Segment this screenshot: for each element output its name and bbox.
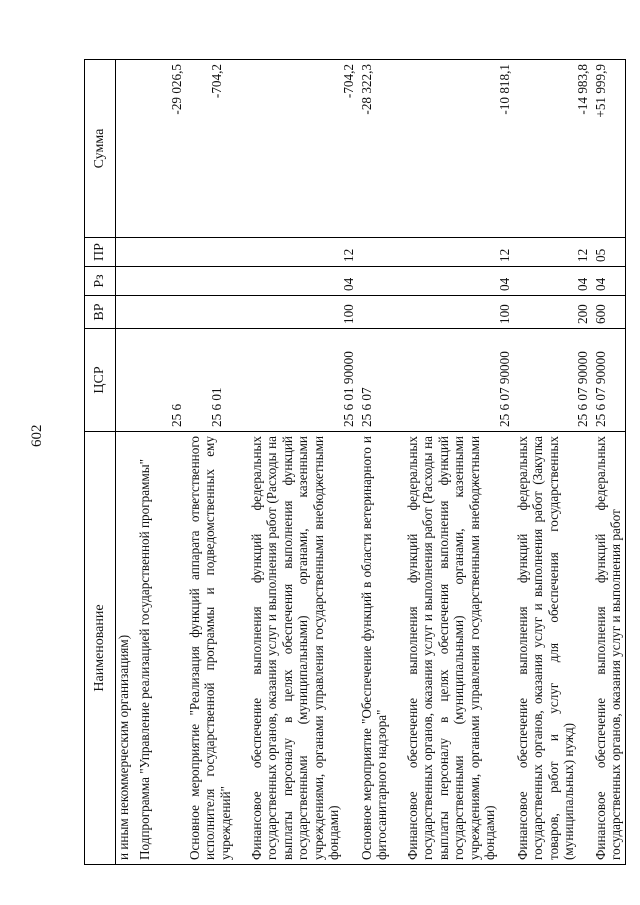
row-vr — [186, 296, 248, 329]
row-sum: -28 322,3 — [358, 60, 404, 238]
row-rz: 04 — [248, 267, 358, 296]
row-name: Подпрограмма "Управление реализацией государственной программы" — [136, 432, 186, 865]
row-csr: 25 6 07 — [358, 329, 404, 432]
row-sum: -29 026,5 — [136, 60, 186, 238]
table-row — [404, 60, 514, 865]
row-pr: 12 — [514, 238, 592, 267]
row-csr — [116, 329, 136, 432]
budget-table — [84, 59, 626, 865]
row-sum: -10 818,1 — [404, 60, 514, 238]
row-vr: 200 — [514, 296, 592, 329]
header-csr: ЦСР — [85, 329, 116, 432]
header-rz: Рз — [85, 267, 116, 296]
table-row — [248, 60, 358, 865]
row-name: Финансовое обеспечение выполнения функций федеральных государственных органов, оказания услуг и выполнения работ — [592, 432, 626, 865]
rotated-page-content — [84, 60, 624, 865]
table-row — [116, 60, 136, 865]
row-pr — [186, 238, 248, 267]
header-vr: ВР — [85, 296, 116, 329]
row-rz: 04 — [404, 267, 514, 296]
row-vr: 100 — [404, 296, 514, 329]
row-vr — [116, 296, 136, 329]
row-sum: +51 999,9 — [592, 60, 626, 238]
row-pr: 12 — [248, 238, 358, 267]
row-rz — [136, 267, 186, 296]
row-rz — [186, 267, 248, 296]
table-row — [592, 60, 626, 865]
row-rz: 04 — [514, 267, 592, 296]
row-pr — [358, 238, 404, 267]
row-name: Финансовое обеспечение выполнения функций федеральных государственных органов, оказания услуг и выполнения работ (Закупка товаров, работ и услуг для обеспечения государственных (муниципальных) нужд) — [514, 432, 592, 865]
row-name: Финансовое обеспечение выполнения функций федеральных государственных органов, оказания услуг и выполнения работ (Расходы на выплаты персоналу в целях обеспечения выполнения функций государственными (муниципальными) органами, казенными учреждениями, органами управления государственными внебюджетными фондами) — [404, 432, 514, 865]
row-name: Основное мероприятие "Реализация функций аппарата ответственного исполнителя государственной программы и подведомственных ему учреждений" — [186, 432, 248, 865]
row-rz: 04 — [592, 267, 626, 296]
row-csr: 25 6 07 90000 — [404, 329, 514, 432]
row-rz — [116, 267, 136, 296]
row-rz — [358, 267, 404, 296]
row-sum: -704,2 — [186, 60, 248, 238]
row-pr — [116, 238, 136, 267]
row-name: Финансовое обеспечение выполнения функций федеральных государственных органов, оказания услуг и выполнения работ (Расходы на выплаты персоналу в целях обеспечения выполнения функций государственными (муниципальными) органами, казенными учреждениями, органами управления государственными внебюджетными фондами) — [248, 432, 358, 865]
table-header-row — [85, 60, 116, 865]
row-name: и иным некоммерческим организациям) — [116, 432, 136, 865]
page-number: 602 — [29, 424, 45, 447]
row-csr: 25 6 01 — [186, 329, 248, 432]
header-name: Наименование — [85, 432, 116, 865]
row-vr: 600 — [592, 296, 626, 329]
row-sum: -704,2 — [248, 60, 358, 238]
row-csr: 25 6 01 90000 — [248, 329, 358, 432]
row-pr — [136, 238, 186, 267]
row-vr — [136, 296, 186, 329]
table-row — [514, 60, 592, 865]
row-pr: 12 — [404, 238, 514, 267]
row-sum — [116, 60, 136, 238]
row-vr: 100 — [248, 296, 358, 329]
table-row — [186, 60, 248, 865]
header-pr: ПР — [85, 238, 116, 267]
row-csr: 25 6 — [136, 329, 186, 432]
row-pr: 05 — [592, 238, 626, 267]
header-sum: Сумма — [85, 60, 116, 238]
row-csr: 25 6 07 90000 — [592, 329, 626, 432]
row-name: Основное мероприятие "Обеспечение функций в области ветеринарного и фитосанитарного надзора" — [358, 432, 404, 865]
table-row — [136, 60, 186, 865]
row-vr — [358, 296, 404, 329]
table-row — [358, 60, 404, 865]
row-sum: -14 983,8 — [514, 60, 592, 238]
row-csr: 25 6 07 90000 — [514, 329, 592, 432]
